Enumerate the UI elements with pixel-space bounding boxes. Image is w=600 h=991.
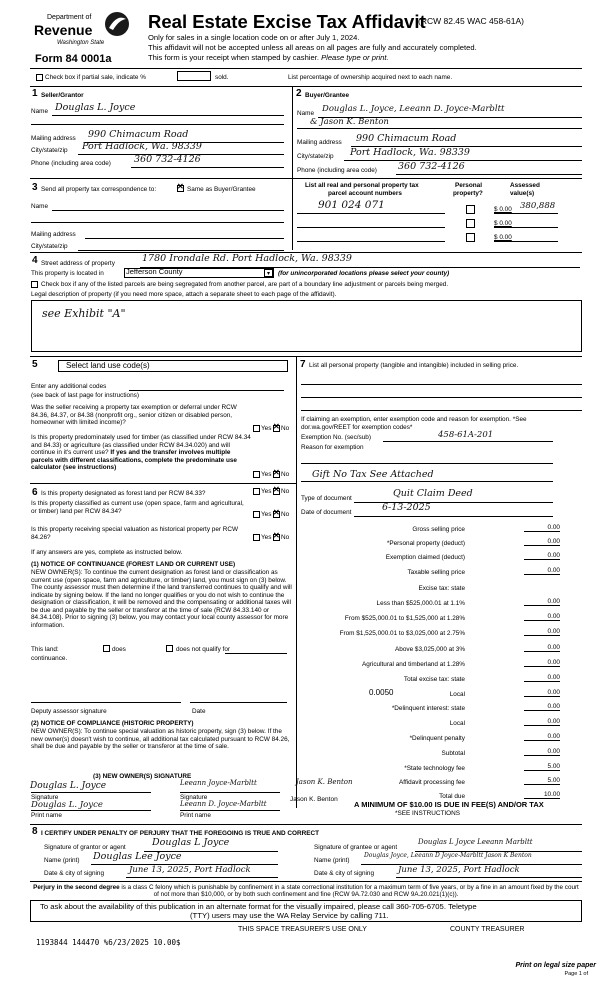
buyer-name-line1: Douglas L. Joyce, Leeann D. Joyce-Marbltt xyxy=(322,104,505,114)
notice-compliance-text: NEW OWNER(S): To continue special valuation as historic property, sign (3) below. If the new owner(s) doesn't wish to continue, all additional tax calculated pursuant to RCW 84.26, shall be due and payable by the seller or transferor at the time of sale. xyxy=(31,728,290,751)
partial-sale-sold: sold. xyxy=(215,74,229,81)
see-instructions: *SEE INSTRUCTIONS xyxy=(395,810,460,817)
ownership-instruction: List percentage of ownership acquired next to each name. xyxy=(288,74,453,81)
assessed-value-2: $ 0.00 xyxy=(494,220,512,227)
tax-value-local: 0.00 xyxy=(547,689,560,696)
forest-yes-label: Yes xyxy=(261,488,272,495)
does-qualify-checkbox[interactable] xyxy=(103,645,110,652)
document-type: Quit Claim Deed xyxy=(393,488,473,499)
seller-address: 990 Chimacum Road xyxy=(88,129,189,140)
document-type-label: Type of document xyxy=(301,495,352,502)
notice-compliance-heading: (2) NOTICE OF COMPLIANCE (HISTORIC PROPERTY) xyxy=(31,720,194,727)
tax-value-agricultural: 0.00 xyxy=(547,659,560,666)
assessor-date-label: Date xyxy=(192,708,206,715)
does-not-qualify-checkbox[interactable] xyxy=(166,645,173,652)
legal-description: see Exhibit "A" xyxy=(42,307,126,320)
personal-property-checkbox-1[interactable] xyxy=(466,205,475,214)
document-date-label: Date of document xyxy=(301,509,352,516)
exemption-question: Was the seller receiving a property tax exemption or deferral under RCW 84.36, 84.37, or 84.38 (nonprofit org., senior citizen or disabled person, homeowner with limited income)? xyxy=(31,404,237,427)
grantor-signature-label: Signature of grantor or agent xyxy=(44,844,126,851)
tax-label-taxable: Taxable selling price xyxy=(407,569,465,576)
tax-value-processing-fee: 5.00 xyxy=(547,777,560,784)
assessed-value-handwritten: 380,888 xyxy=(520,201,556,211)
historic-no-label: No xyxy=(281,534,290,541)
partial-sale-percent-input[interactable] xyxy=(177,71,211,81)
does-not-qualify-label: does not qualify for xyxy=(176,646,230,653)
grantor-signature: Douglas L Joyce xyxy=(152,837,230,848)
correspondence-name-label: Name xyxy=(31,203,49,210)
new-owner-signature-3: Jason K. Benton xyxy=(296,778,353,786)
tax-label-tier3: From $1,525,000.01 to $3,025,000 at 2.75% xyxy=(339,630,465,637)
legal-size-note: Print on legal size paper xyxy=(515,962,596,969)
print-name-label-2: Print name xyxy=(180,812,211,819)
exemption-reason: Gift No Tax See Attached xyxy=(312,469,434,480)
seller-city: Port Hadlock, Wa. 98339 xyxy=(82,141,202,152)
tax-value-subtotal: 0.00 xyxy=(547,748,560,755)
tax-label-interest-state: *Delinquent interest: state xyxy=(391,705,465,712)
tax-label-agricultural: Agricultural and timberland at 1.28% xyxy=(361,661,465,668)
tax-value-penalty: 0.00 xyxy=(547,733,560,740)
page-title: Real Estate Excise Tax Affidavit xyxy=(148,11,426,32)
assessed-header-line1: Assessed xyxy=(510,182,540,189)
tax-label-exemption: Exemption claimed (deduct) xyxy=(385,554,465,561)
tax-value-tier1: 0.00 xyxy=(547,598,560,605)
buyer-address-label: Mailing address xyxy=(297,139,342,146)
exemption-no-label: No xyxy=(281,425,290,432)
dept-line2: Revenue xyxy=(34,22,93,38)
grantee-name: Douglas Joyce, Leeann D Joyce-Marbltt Jason K Benton xyxy=(364,852,532,859)
local-rate: 0.0050 xyxy=(369,688,394,697)
forest-no-checkbox[interactable] xyxy=(273,488,280,495)
timber-yes-label: Yes xyxy=(261,471,272,478)
legal-description-label: Legal description of property (if you need more space, attach a separate sheet to each page of the affidavit). xyxy=(31,291,337,298)
buyer-phone-label: Phone (including area code) xyxy=(297,167,377,174)
exemption-yes-label: Yes xyxy=(261,425,272,432)
new-owner-print-2: Leeann D. Joyce-Marbltt xyxy=(180,800,267,808)
seller-phone: 360 732-4126 xyxy=(134,154,201,165)
tax-label-total-due: Total due xyxy=(439,793,465,800)
tax-label-processing-fee: Affidavit processing fee xyxy=(399,779,465,786)
grantee-date-city: June 13, 2025, Port Hadlock xyxy=(398,865,520,875)
signature-label-1: Signature xyxy=(31,794,59,801)
correspondence-address-label: Mailing address xyxy=(31,231,76,238)
tax-value-personal: 0.00 xyxy=(547,538,560,545)
seller-heading: Seller/Grantor xyxy=(41,92,84,99)
personal-property-checkbox-2[interactable] xyxy=(466,219,475,228)
section3-number: 3 xyxy=(32,182,38,193)
exemption-yes-checkbox[interactable] xyxy=(253,425,260,432)
segregated-parcel-label: Check box if any of the listed parcels are being segregated from another parcel, are part of a boundary line adjustment or parcels being merged. xyxy=(41,281,449,288)
parcel-header-line1: List all real and personal property tax xyxy=(305,182,419,189)
grantor-date-label: Date & city of signing xyxy=(44,870,105,877)
personal-property-instruction: List all personal property (tangible and intangible) included in selling price. xyxy=(309,362,519,369)
partial-sale-checkbox[interactable] xyxy=(36,74,43,81)
correspondence-label: Send all property tax correspondence to: xyxy=(41,186,157,193)
forest-yes-checkbox[interactable] xyxy=(253,488,260,495)
if-yes-instruction: If any answers are yes, complete as instructed below. xyxy=(31,549,183,556)
continuance-label: continuance. xyxy=(31,655,68,662)
parcel-number: 901 024 071 xyxy=(318,199,385,211)
forest-question: Is this property designated as forest land per RCW 84.33? xyxy=(41,490,206,497)
personal-header-line1: Personal xyxy=(455,182,482,189)
tax-label-penalty: *Delinquent penalty xyxy=(409,735,465,742)
tax-label-interest-local: Local xyxy=(449,720,465,727)
buyer-city-label: City/state/zip xyxy=(297,153,334,160)
minimum-due-notice: A MINIMUM OF $10.00 IS DUE IN FEE(S) AND/OR TAX xyxy=(354,800,544,809)
cashier-stamp: 1193844 144470 %6/23/2025 10.00$ xyxy=(36,938,181,947)
personal-header-line2: property? xyxy=(453,190,483,197)
tax-label-tier4: Above $3,025,000 at 3% xyxy=(395,646,465,653)
seller-name-label: Name xyxy=(31,108,49,115)
new-owner-signature-1: Douglas L. Joyce xyxy=(30,781,107,791)
section5-number: 5 xyxy=(32,359,38,370)
notice-line2: This affidavit will not be accepted unless all areas on all pages are fully and accurately completed. xyxy=(148,43,477,52)
dept-line3: Washington State xyxy=(57,40,105,46)
tax-value-interest-state: 0.00 xyxy=(547,703,560,710)
tax-value-tier4: 0.00 xyxy=(547,644,560,651)
section4-number: 4 xyxy=(32,255,38,266)
tax-label-subtotal: Subtotal xyxy=(441,750,465,757)
notice-line3: This form is your receipt when stamped by cashier. Please type or print. xyxy=(148,53,389,62)
new-owner-print-3: Jason K. Benton xyxy=(290,796,338,803)
additional-codes-label: Enter any additional codes xyxy=(31,383,107,390)
current-use-yes-label: Yes xyxy=(261,511,272,518)
new-owner-print-1: Douglas L. Joyce xyxy=(31,800,103,810)
tax-value-gross: 0.00 xyxy=(547,524,560,531)
current-use-question: Is this property classified as current use (open space, farm and agricultural, or timber) land per RCW 84.34? xyxy=(31,500,244,515)
forest-no-label: No xyxy=(281,488,290,495)
tax-value-exemption: 0.00 xyxy=(547,552,560,559)
tax-label-total-state: Total excise tax: state xyxy=(403,676,465,683)
tax-value-total-due: 10.00 xyxy=(544,791,560,798)
treasurer-use-label: THIS SPACE TREASURER'S USE ONLY xyxy=(238,926,367,933)
revenue-logo-icon xyxy=(104,10,130,38)
section6-number: 6 xyxy=(32,487,38,498)
assessor-signature-label: Deputy assessor signature xyxy=(31,708,107,715)
personal-property-checkbox-3[interactable] xyxy=(466,233,475,242)
current-use-no-label: No xyxy=(281,511,290,518)
seller-name: Douglas L. Joyce xyxy=(55,102,136,113)
does-qualify-label: does xyxy=(112,646,126,653)
timber-no-label: No xyxy=(281,471,290,478)
assessed-header-line2: value(s) xyxy=(510,190,535,197)
tax-label-tier1: Less than $525,000.01 at 1.1% xyxy=(376,600,465,607)
current-use-no-checkbox[interactable] xyxy=(273,511,280,518)
dept-line1: Department of xyxy=(47,14,92,21)
certify-heading: I CERTIFY UNDER PENALTY OF PERJURY THAT THE FOREGOING IS TRUE AND CORRECT xyxy=(41,830,320,837)
land-use-select-label: Select land use code(s) xyxy=(66,361,150,370)
buyer-city: Port Hadlock, Wa. 98339 xyxy=(350,147,470,158)
parcel-header-line2: parcel account numbers xyxy=(328,190,402,197)
seller-phone-label: Phone (including area code) xyxy=(31,160,111,167)
exemption-number-label: Exemption No. (sec/sub) xyxy=(301,434,371,441)
tax-value-taxable: 0.00 xyxy=(547,567,560,574)
print-name-label-1: Print name xyxy=(31,812,62,819)
buyer-heading: Buyer/Grantee xyxy=(305,92,350,99)
buyer-address: 990 Chimacum Road xyxy=(356,133,457,144)
buyer-name-line2: & Jason K. Benton xyxy=(310,117,389,127)
tax-value-total-state: 0.00 xyxy=(547,674,560,681)
partial-sale-label: Check box if partial sale, indicate % xyxy=(45,74,146,81)
located-in-label: This property is located in xyxy=(31,270,104,277)
section8-number: 8 xyxy=(32,826,38,837)
grantor-name: Douglas Lee Joyce xyxy=(93,851,182,862)
timber-yes-checkbox[interactable] xyxy=(253,471,260,478)
county-value: Jefferson County xyxy=(126,267,183,276)
tax-value-tier2: 0.00 xyxy=(547,613,560,620)
tax-value-technology-fee: 5.00 xyxy=(547,763,560,770)
assessed-value-1: $ 0.00 xyxy=(494,206,512,213)
historic-yes-label: Yes xyxy=(261,534,272,541)
exemption-reason-label: Reason for exemption xyxy=(301,444,364,451)
section1-number: 1 xyxy=(32,88,38,99)
notice-continuance-text: NEW OWNER(S): To continue the current designation as forest land or classification as current use (open space, farm and agriculture, or timber) land, you must sign on (3) below. The county assessor must then determine if the land transferred continues to qualify and will indicate by signing below. If the land no longer qualifies or you do not wish to continue the designation or classification, it will be removed and the compensating or additional taxes will be due and payable by the seller or transferor at the time of sale (RCW 84.33.140 or 84.34.108). Prior to signing (3) below, you may contact your local county assessor for more information. xyxy=(31,569,292,629)
timber-question: Is this property predominately used for timber (as classified under RCW 84.34 and 84.33) or agriculture (as classified under RCW 84.34.020) and will continue in it's current use? If yes and the transfer involves multiple parcels with different classifications, complete the predominate use calculator (see instructions) xyxy=(31,434,251,472)
tax-label-personal: *Personal property (deduct) xyxy=(386,540,465,547)
historic-yes-checkbox[interactable] xyxy=(253,534,260,541)
accessibility-line1: To ask about the availability of this publication in an alternate format for the visually impaired, please call 360-705-6705. Teletype xyxy=(40,902,477,911)
grantee-signature: Douglas L Joyce Leeann Marbltt xyxy=(418,838,533,846)
tax-value-interest-local: 0.00 xyxy=(547,718,560,725)
form-number: Form 84 0001a xyxy=(35,53,112,65)
county-treasurer-label: COUNTY TREASURER xyxy=(450,926,525,933)
seller-city-label: City/state/zip xyxy=(31,147,68,154)
section2-number: 2 xyxy=(296,88,302,99)
section7-number: 7 xyxy=(300,359,306,370)
street-address-label: Street address of property xyxy=(41,260,115,267)
same-as-buyer-checkbox[interactable] xyxy=(177,185,184,192)
accessibility-line2: (TTY) users may use the WA Relay Service by calling 711. xyxy=(190,911,389,920)
seller-address-label: Mailing address xyxy=(31,135,76,142)
street-address: 1780 Irondale Rd. Port Hadlock, Wa. 98339 xyxy=(142,253,352,264)
tax-label-technology-fee: *State technology fee xyxy=(404,765,465,772)
signature-label-2: Signature xyxy=(180,794,208,801)
title-reference: (RCW 82.45 WAC 458-61A) xyxy=(418,16,524,26)
grantor-name-label: Name (print) xyxy=(44,857,80,864)
county-dropdown-chevron-icon[interactable]: ▾ xyxy=(264,269,273,277)
assessed-value-3: $ 0.00 xyxy=(494,234,512,241)
exemption-no-checkbox[interactable] xyxy=(273,425,280,432)
page-number: Page 1 of xyxy=(564,971,588,977)
tax-label-excise-state: Excise tax: state xyxy=(418,585,465,592)
same-as-buyer-label: Same as Buyer/Grantee xyxy=(187,186,256,193)
tax-label-local: Local xyxy=(449,691,465,698)
additional-codes-note: (see back of last page for instructions) xyxy=(31,392,139,399)
timber-no-checkbox[interactable] xyxy=(273,471,280,478)
new-owner-signature-heading: (3) NEW OWNER(S) SIGNATURE xyxy=(93,773,192,780)
current-use-yes-checkbox[interactable] xyxy=(253,511,260,518)
notice-line1: Only for sales in a single location code on or after July 1, 2024. xyxy=(148,33,360,42)
county-note: (for unincorporated locations please select your county) xyxy=(278,270,450,277)
perjury-notice: Perjury in the second degree is a class C felony which is punishable by confinement in a state correctional institution for a maximum term of five years, or by a fine in an amount fixed by the court of not more than $10,000, or by both such confinement and fine (RCW 9A.72.030 and RCW 9A.20.021(1)(c)). xyxy=(33,884,579,899)
segregated-parcel-checkbox[interactable] xyxy=(31,281,38,288)
document-date: 6-13-2025 xyxy=(382,502,431,513)
grantee-date-label: Date & city of signing xyxy=(314,870,375,877)
tax-label-gross: Gross selling price xyxy=(412,526,465,533)
exemption-claim-instruction: If claiming an exemption, enter exemption code and reason for exemption. *See dor.wa.gov/REET for exemption codes* xyxy=(301,416,527,431)
grantor-date-city: June 13, 2025, Port Hadlock xyxy=(129,865,251,875)
exemption-number: 458-61A-201 xyxy=(438,430,494,440)
new-owner-signature-2: Leeann Joyce-Marbltt xyxy=(180,779,257,787)
buyer-phone: 360 732-4126 xyxy=(398,161,465,172)
tax-value-tier3: 0.00 xyxy=(547,628,560,635)
grantee-name-label: Name (print) xyxy=(314,857,350,864)
this-land-label: This land: xyxy=(31,646,59,653)
grantee-signature-label: Signature of grantee or agent xyxy=(314,844,398,851)
tax-label-tier2: From $525,000.01 to $1,525,000 at 1.28% xyxy=(344,615,465,622)
buyer-name-label: Name xyxy=(297,110,315,117)
historic-no-checkbox[interactable] xyxy=(273,534,280,541)
historic-question: Is this property receiving special valuation as historical property per RCW 84.26? xyxy=(31,526,239,541)
correspondence-city-label: City/state/zip xyxy=(31,243,68,250)
notice-continuance-heading: (1) NOTICE OF CONTINUANCE (FOREST LAND OR CURRENT USE) xyxy=(31,561,236,568)
